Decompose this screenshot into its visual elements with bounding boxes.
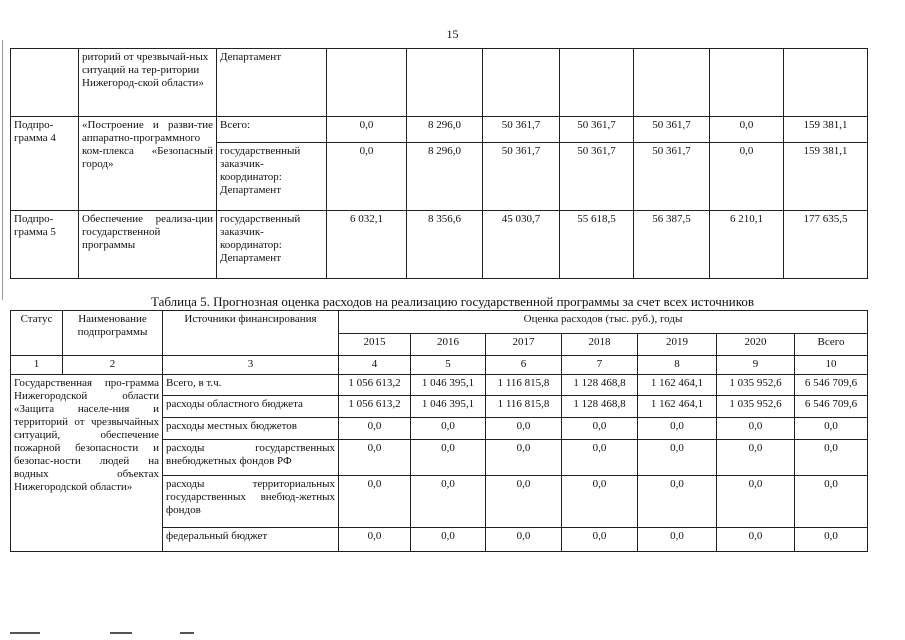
value-cell: 0,0 (486, 476, 562, 528)
status-cell: Подпро-грамма 5 (11, 211, 79, 279)
header-year: 2016 (411, 334, 486, 356)
value-cell: 0,0 (795, 440, 868, 476)
value-cell: 177 635,5 (784, 211, 868, 279)
header-estimate: Оценка расходов (тыс. руб.), годы (339, 311, 868, 334)
value-cell: 0,0 (486, 528, 562, 552)
footer-mark (110, 632, 132, 634)
source-cell: расходы территориальных государственных внебюд-жетных фондов (163, 476, 339, 528)
value-cell: 6 210,1 (710, 211, 784, 279)
value-cell: 0,0 (638, 476, 717, 528)
value-cell: 0,0 (411, 418, 486, 440)
value-cell: 50 361,7 (560, 143, 634, 211)
value-cell: 0,0 (717, 476, 795, 528)
value-cell: 0,0 (638, 418, 717, 440)
value-cell: 0,0 (411, 528, 486, 552)
column-number: 2 (63, 356, 163, 375)
header-year: 2018 (562, 334, 638, 356)
value-cell: 1 162 464,1 (638, 396, 717, 418)
value-cell: 0,0 (710, 143, 784, 211)
program-name-cell: Государственная про-грамма Нижегородской области «Защита населе-ния и территорий от чрезвычайных ситуаций, обеспечение пожарной безопасности и безопас-ности людей на водных объектах Нижегородской области» (11, 375, 163, 552)
status-cell: Подпро-грамма 4 (11, 117, 79, 211)
scan-edge-mark (2, 40, 3, 300)
name-cell: риторий от чрезвычай-ных ситуаций на тер-ритории Нижегород-ской области» (79, 49, 217, 117)
source-cell: расходы местных бюджетов (163, 418, 339, 440)
value-cell: 0,0 (486, 440, 562, 476)
column-number: 6 (486, 356, 562, 375)
source-cell: федеральный бюджет (163, 528, 339, 552)
value-cell: 0,0 (717, 528, 795, 552)
value-cell: 55 618,5 (560, 211, 634, 279)
value-cell: 50 361,7 (634, 143, 710, 211)
source-cell: расходы государственных внебюджетных фондов РФ (163, 440, 339, 476)
footer-mark (10, 632, 40, 634)
value-cell: 0,0 (638, 440, 717, 476)
value-cell: 56 387,5 (634, 211, 710, 279)
value-cell: 8 356,6 (407, 211, 483, 279)
value-cell: 0,0 (717, 418, 795, 440)
value-cell: 50 361,7 (483, 143, 560, 211)
value-cell: 159 381,1 (784, 143, 868, 211)
value-cell: 0,0 (795, 418, 868, 440)
value-cell: 1 035 952,6 (717, 396, 795, 418)
value-cell (634, 49, 710, 117)
column-number-row (11, 356, 868, 375)
value-cell: 50 361,7 (634, 117, 710, 143)
value-cell: 0,0 (486, 418, 562, 440)
value-cell: 1 056 613,2 (339, 396, 411, 418)
value-cell: 0,0 (638, 528, 717, 552)
value-cell (710, 49, 784, 117)
value-cell (327, 49, 407, 117)
value-cell: 0,0 (795, 476, 868, 528)
table-5 (10, 310, 868, 552)
value-cell: 0,0 (411, 440, 486, 476)
column-number: 4 (339, 356, 411, 375)
source-cell: расходы областного бюджета (163, 396, 339, 418)
value-cell: 6 546 709,6 (795, 375, 868, 396)
table-row (11, 117, 868, 143)
source-cell: Всего: (217, 117, 327, 143)
value-cell: 0,0 (795, 528, 868, 552)
status-cell (11, 49, 79, 117)
value-cell: 159 381,1 (784, 117, 868, 143)
value-cell: 0,0 (327, 143, 407, 211)
value-cell: 0,0 (562, 418, 638, 440)
column-number: 3 (163, 356, 339, 375)
value-cell: 1 035 952,6 (717, 375, 795, 396)
value-cell: 1 116 815,8 (486, 375, 562, 396)
header-year: 2020 (717, 334, 795, 356)
footer-mark (180, 632, 194, 634)
value-cell: 1 116 815,8 (486, 396, 562, 418)
value-cell: 1 056 613,2 (339, 375, 411, 396)
value-cell: 0,0 (411, 476, 486, 528)
value-cell: 6 032,1 (327, 211, 407, 279)
header-row (11, 311, 868, 334)
source-cell: государственный заказчик-координатор: Департамент (217, 143, 327, 211)
value-cell: 0,0 (339, 476, 411, 528)
name-cell: Обеспечение реализа-ции государственной программы (79, 211, 217, 279)
source-cell: Всего, в т.ч. (163, 375, 339, 396)
column-number: 7 (562, 356, 638, 375)
header-year: 2019 (638, 334, 717, 356)
value-cell: 45 030,7 (483, 211, 560, 279)
value-cell: 0,0 (339, 418, 411, 440)
header-status: Статус (11, 311, 63, 356)
page-number: 15 (446, 27, 459, 41)
value-cell: 0,0 (717, 440, 795, 476)
value-cell: 8 296,0 (407, 117, 483, 143)
value-cell (784, 49, 868, 117)
value-cell: 50 361,7 (560, 117, 634, 143)
value-cell: 6 546 709,6 (795, 396, 868, 418)
value-cell (407, 49, 483, 117)
table-5-title: Таблица 5. Прогнозная оценка расходов на реализацию государственной программы за счет всех источников (151, 294, 754, 309)
source-cell: государственный заказчик-координатор: Департамент (217, 211, 327, 279)
value-cell: 0,0 (562, 528, 638, 552)
table-row (11, 211, 868, 279)
table-row (11, 375, 868, 396)
header-source: Источники финансирования (163, 311, 339, 356)
source-cell: Департамент (217, 49, 327, 117)
column-number: 10 (795, 356, 868, 375)
value-cell: 1 162 464,1 (638, 375, 717, 396)
column-number: 1 (11, 356, 63, 375)
value-cell: 0,0 (327, 117, 407, 143)
header-year: 2017 (486, 334, 562, 356)
value-cell: 0,0 (710, 117, 784, 143)
name-cell: «Построение и разви-тие аппаратно-программного ком-плекса «Безопасный город» (79, 117, 217, 211)
column-number: 9 (717, 356, 795, 375)
value-cell: 1 128 468,8 (562, 375, 638, 396)
table-row (11, 49, 868, 117)
top-table (10, 48, 868, 279)
value-cell: 0,0 (562, 440, 638, 476)
value-cell: 1 046 395,1 (411, 375, 486, 396)
value-cell: 0,0 (562, 476, 638, 528)
value-cell: 50 361,7 (483, 117, 560, 143)
value-cell: 1 128 468,8 (562, 396, 638, 418)
value-cell: 8 296,0 (407, 143, 483, 211)
value-cell: 0,0 (339, 440, 411, 476)
value-cell: 0,0 (339, 528, 411, 552)
value-cell: 1 046 395,1 (411, 396, 486, 418)
header-year: 2015 (339, 334, 411, 356)
header-name: Наименование подпрограммы (63, 311, 163, 356)
column-number: 5 (411, 356, 486, 375)
header-total: Всего (795, 334, 868, 356)
value-cell (483, 49, 560, 117)
value-cell (560, 49, 634, 117)
column-number: 8 (638, 356, 717, 375)
